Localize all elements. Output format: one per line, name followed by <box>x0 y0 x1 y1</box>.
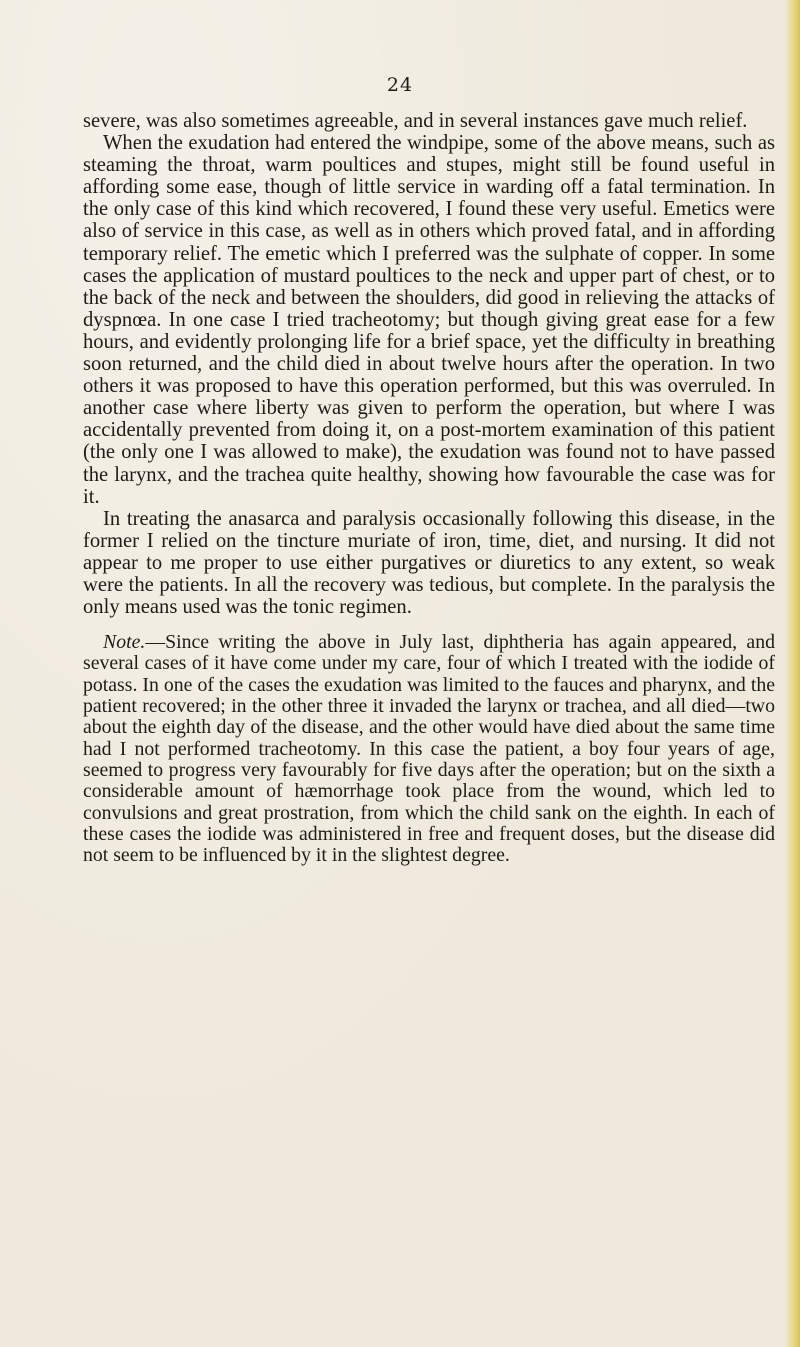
page-edge <box>784 0 800 1347</box>
note-text: —Since writing the above in July last, diphtheria has again appeared, and several cases of it have come under my care, four of which I treated with the iodide of potass. In one of the cases the exudation was limited to the fauces and pharynx, and the patient recovered; in the other three it invaded the larynx or trachea, and all died—two about the eighth day of the disease, and the other would have died about the same time had I not performed tracheotomy. In this case the patient, a boy four years of age, seemed to progress very favourably for five days after the operation; but on the sixth a considerable amount of hæmorrhage took place from the wound, which led to convulsions and great prostration, from which the child sank on the eighth. In each of these cases the iodide was administered in free and frequent doses, but the disease did not seem to be influenced by it in the slightest degree. <box>83 631 775 867</box>
footnote-section <box>83 632 775 866</box>
paragraph-3: In treating the anasarca and paralysis occasionally following this disease, in the former I relied on the tincture muriate of iron, time, diet, and nursing. It did not appear to me proper to use either purgatives or diuretics to any extent, so weak were the patients. In all the recovery was tedious, but complete. In the paralysis the only means used was the tonic regimen. <box>83 507 775 619</box>
paragraph-2: When the exudation had entered the windpipe, some of the above means, such as steaming the throat, warm poultices and stupes, might still be found useful in affording some ease, though of little service in warding off a fatal termination. In the only case of this kind which recovered, I found these very useful. Emetics were also of service in this case, as well as in others which proved fatal, and in affording temporary relief. The emetic which I preferred was the sulphate of copper. In some cases the application of mustard poultices to the neck and upper part of chest, or to the back of the neck and between the shoulders, did good in relieving the attacks of dyspnœa. In one case I tried tracheotomy; but though giving great ease for a few hours, and evidently prolonging life for a brief space, yet the difficulty in breathing soon returned, and the child died in about twelve hours after the operation. In two others it was proposed to have this operation performed, but this was overruled. In another case where liberty was given to perform the operation, but where I was accidentally prevented from doing it, on a post-mortem examination of this patient (the only one I was allowed to make), the exudation was found not to have passed the larynx, and the trachea quite healthy, showing how favourable the case was for it. <box>83 132 775 508</box>
note-paragraph <box>83 632 775 866</box>
note-label: Note. <box>103 631 146 654</box>
page-body <box>83 110 775 866</box>
paragraph-1: severe, was also sometimes agreeable, and in several instances gave much relief. <box>83 110 748 132</box>
page-number: 24 <box>386 74 414 96</box>
main-text <box>83 110 775 618</box>
